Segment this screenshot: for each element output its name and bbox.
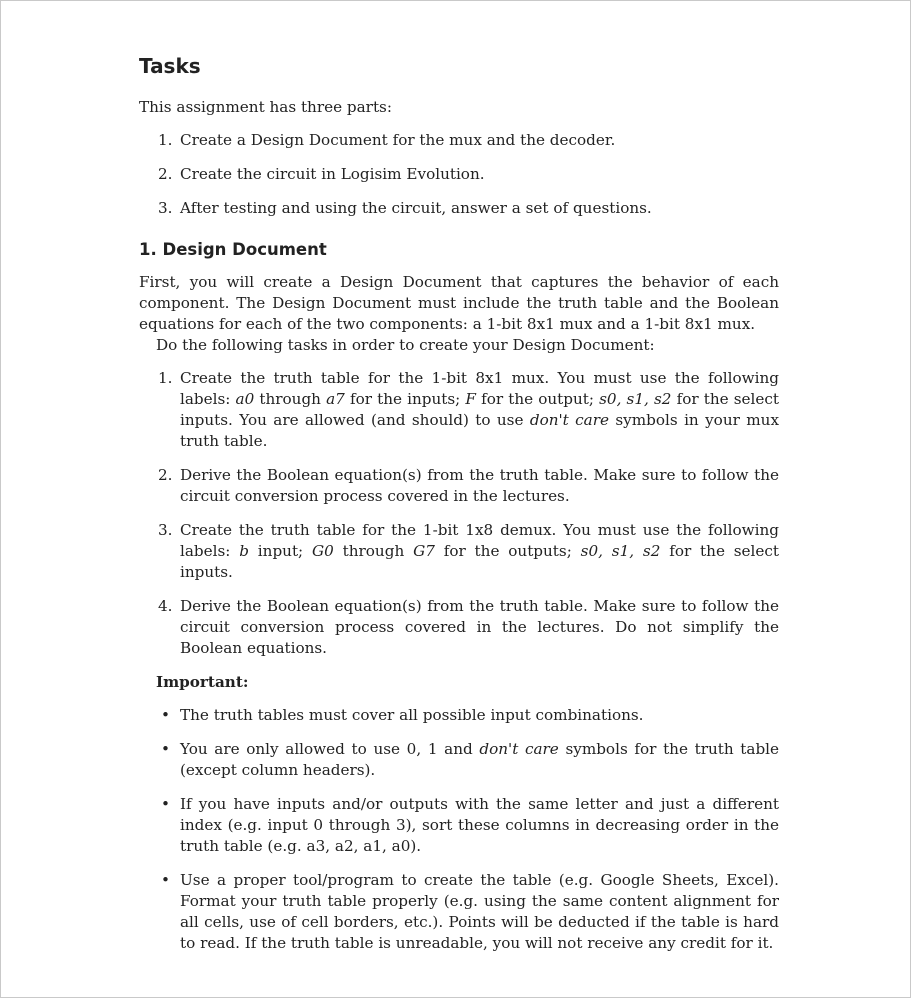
bullet-marker: • xyxy=(161,706,170,724)
important-list xyxy=(139,705,779,954)
list-item: 1. Create a Design Document for the mux and the decoder. xyxy=(158,131,616,149)
list-item: • The truth tables must cover all possible input combinations. xyxy=(161,706,644,724)
list-item: 4. Derive the Boolean equation(s) from the truth table. Make sure to follow the circuit conversion process covered in the lectures. Do not simplify the Boolean equations. xyxy=(158,597,779,657)
list-item: 2. Derive the Boolean equation(s) from the truth table. Make sure to follow the circuit conversion process covered in the lectures. xyxy=(158,466,779,505)
important-label: Important: xyxy=(156,673,249,691)
list-item: 3. Create the truth table for the 1-bit 1x8 demux. You must use the following labels: b input; G0 through G7 for the outputs; s0, s1, s2 for the select inputs. xyxy=(158,521,779,581)
bullet-marker: • xyxy=(161,740,170,758)
list-item: 2. Create the circuit in Logisim Evolution. xyxy=(158,165,485,183)
list-marker: 1. xyxy=(158,131,173,149)
list-marker: 1. xyxy=(158,369,173,387)
list-item: • If you have inputs and/or outputs with the same letter and just a different index (e.g. input 0 through 3), sort these columns in decreasing order in the truth table (e.g. a3, a2, a1, a0). xyxy=(161,795,779,855)
tasks-list xyxy=(139,368,779,659)
section-heading: 1. Design Document xyxy=(139,240,327,259)
bullet-marker: • xyxy=(161,871,170,889)
section-paragraph: Do the following tasks in order to create your Design Document: xyxy=(156,336,655,354)
list-marker: 2. xyxy=(158,466,173,484)
list-marker: 3. xyxy=(158,521,173,539)
page-title: Tasks xyxy=(139,54,201,78)
list-marker: 4. xyxy=(158,597,173,615)
list-marker: 3. xyxy=(158,199,173,217)
list-marker: 2. xyxy=(158,165,173,183)
list-item: • You are only allowed to use 0, 1 and don't care symbols for the truth table (except column headers). xyxy=(161,740,780,779)
list-item: 1. Create the truth table for the 1-bit 8x1 mux. You must use the following labels: a0 through a7 for the inputs; F for the output; s0, s1, s2 for the select inputs. You are allowed (and should) to use don't care symbols in your mux truth table. xyxy=(158,369,780,450)
section-paragraph: First, you will create a Design Document that captures the behavior of each component. The Design Document must include the truth table and the Boolean equations for each of the two components: a 1-bit 8x1 mux and a 1-bit 8x1 mux. xyxy=(139,273,779,333)
intro-text: This assignment has three parts: xyxy=(139,98,392,116)
bullet-marker: • xyxy=(161,795,170,813)
list-item: • Use a proper tool/program to create the table (e.g. Google Sheets, Excel). Format your truth table properly (e.g. using the same content alignment for all cells, use of cell borders, etc.). Points will be deducted if the table is hard to read. If the truth table is unreadable, you will not receive any credit for it. xyxy=(161,871,779,952)
list-item: 3. After testing and using the circuit, answer a set of questions. xyxy=(158,199,652,217)
parts-list xyxy=(139,130,779,219)
document-content xyxy=(139,53,779,967)
